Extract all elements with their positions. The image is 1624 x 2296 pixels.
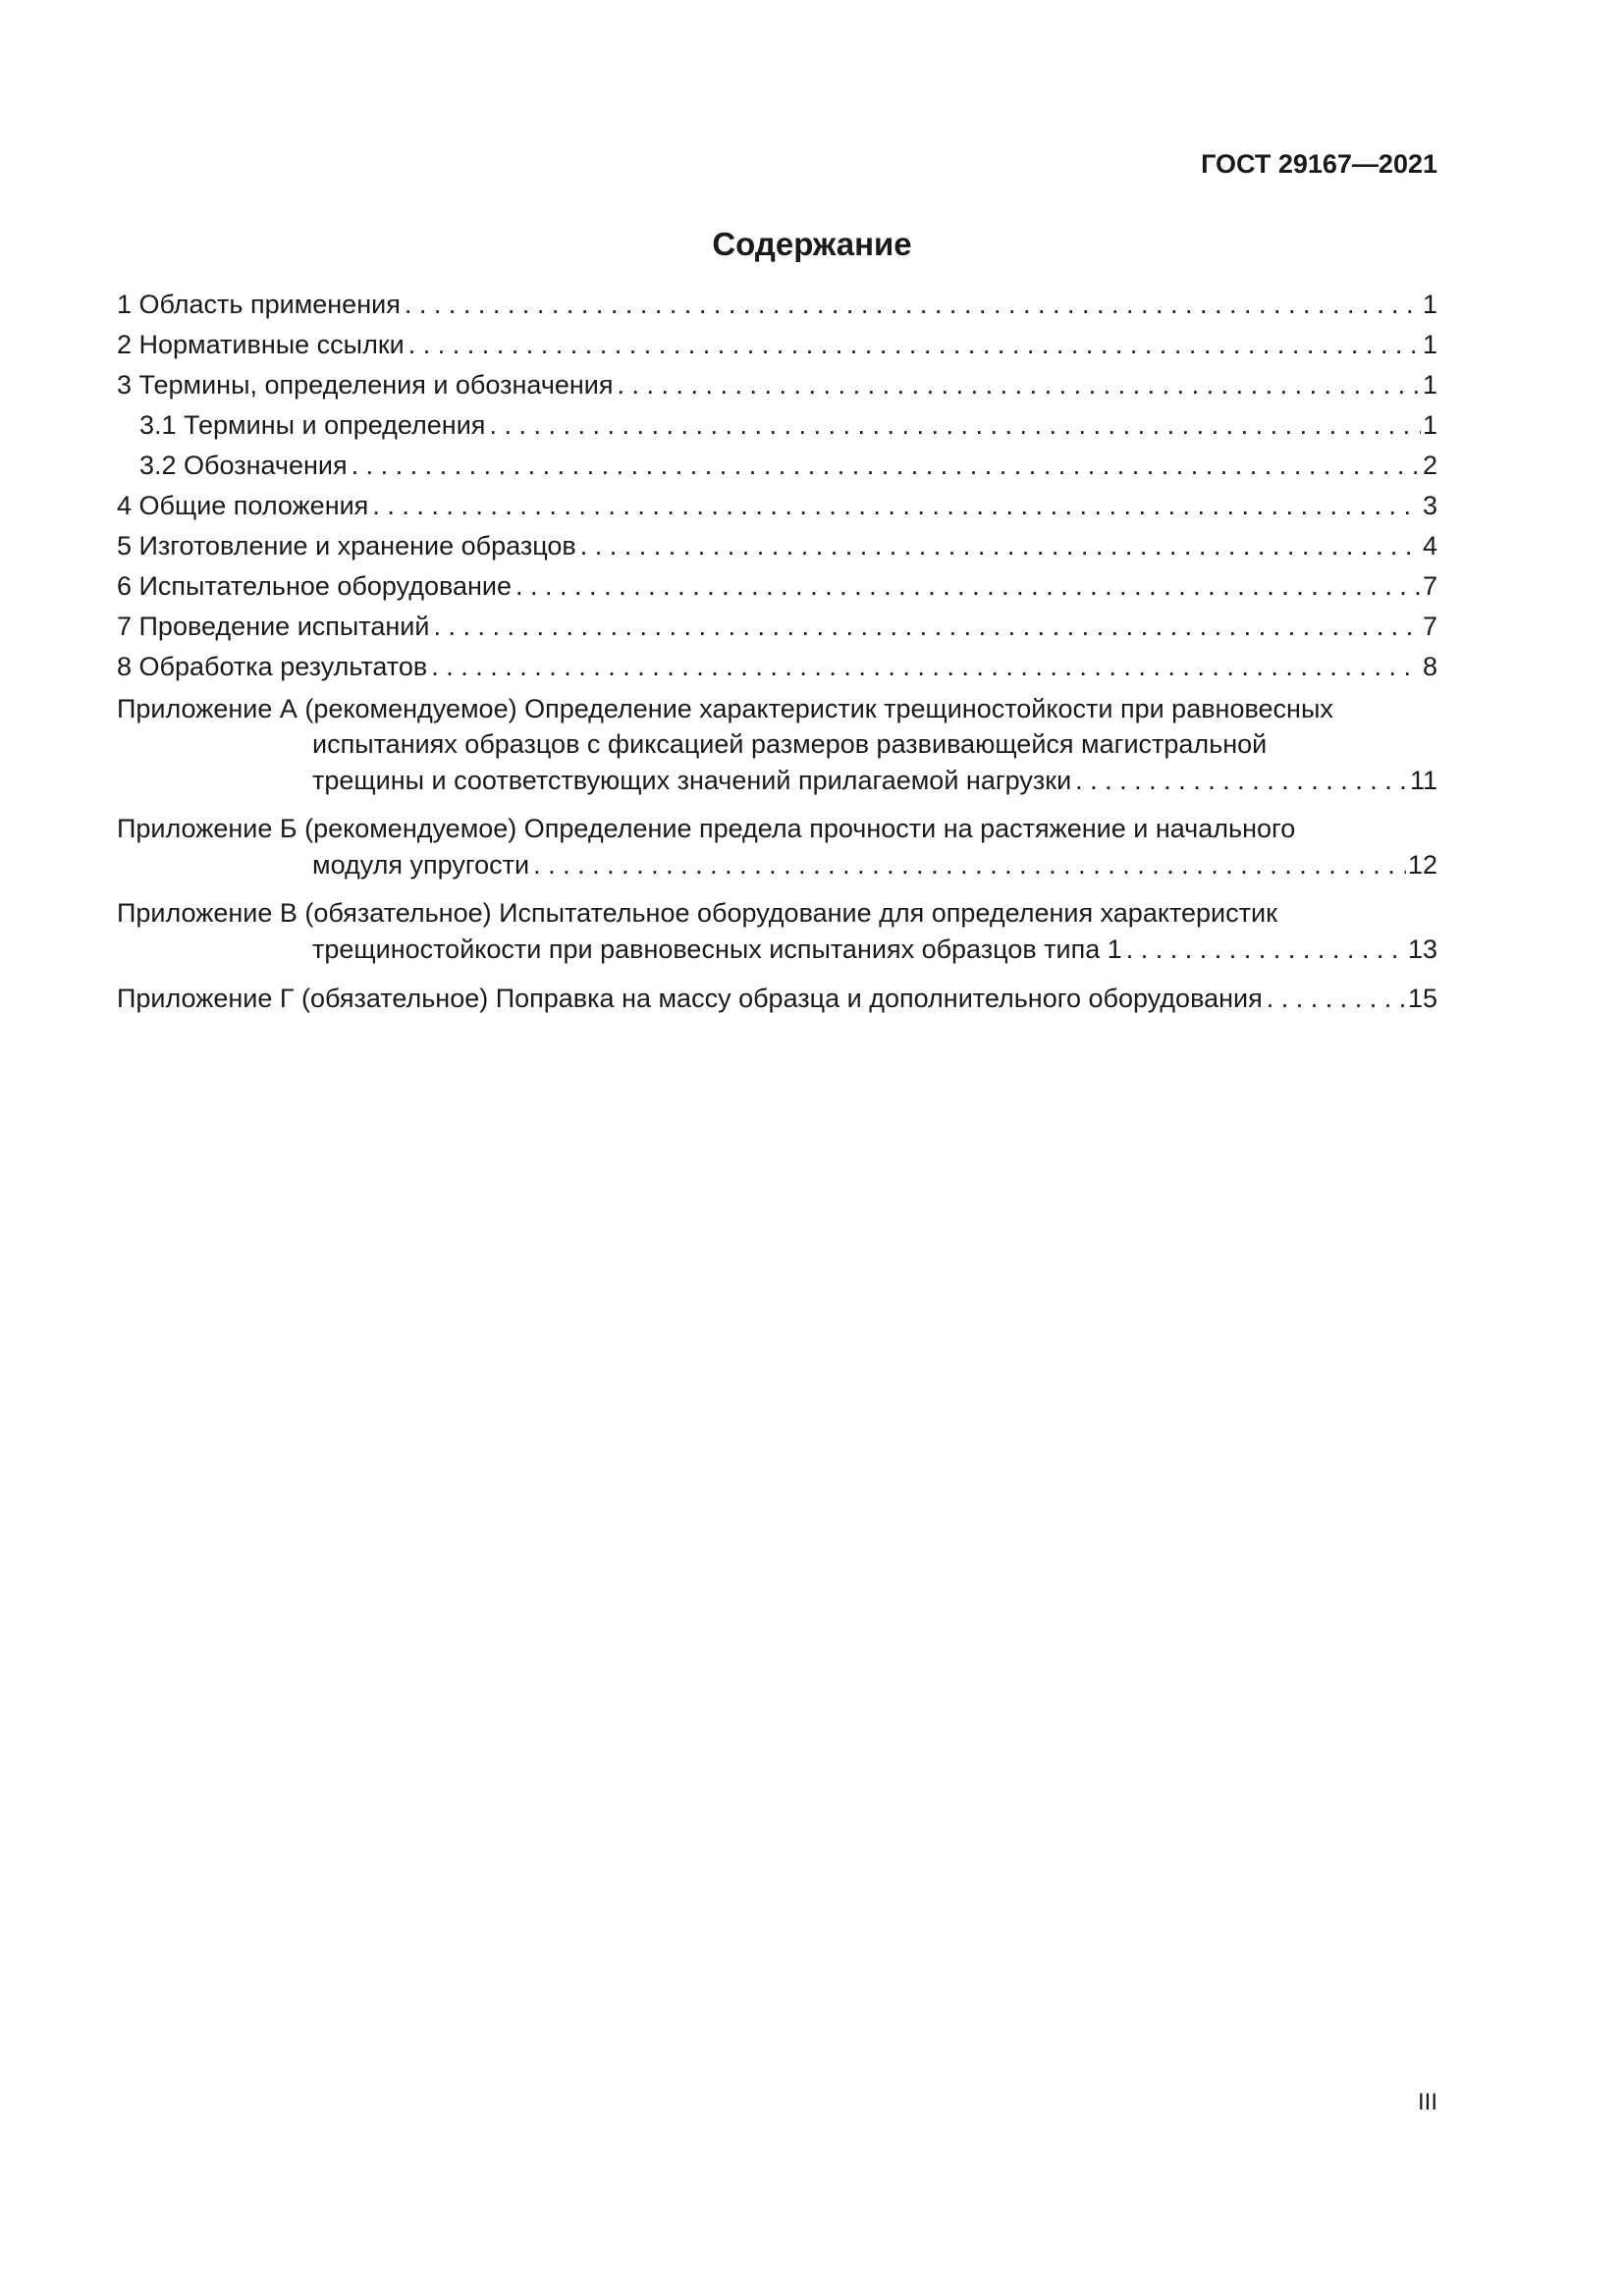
toc-leader-dots [618,367,1421,403]
toc-appendices [117,691,1437,1017]
toc-appendix[interactable] [117,811,1437,883]
toc-entry-page: 2 [1422,451,1437,480]
toc-entries [117,287,1437,689]
toc-leader-dots [1126,931,1406,968]
toc-entry-page: 1 [1422,330,1437,359]
toc-entry[interactable] [117,649,1437,689]
document-number: ГОСТ 29167—2021 [1201,149,1437,179]
toc-appendix[interactable] [117,895,1437,968]
toc-appendix-last-line [117,762,1437,799]
toc-entry-page: 3 [1422,491,1437,520]
table-of-contents [117,287,1437,1017]
toc-entry-label: 7 Проведение испытаний [117,612,430,641]
toc-leader-dots [372,488,1421,524]
toc-entry-page: 1 [1422,370,1437,400]
toc-appendix-page: 13 [1407,934,1437,964]
toc-leader-dots [405,287,1421,323]
toc-leader-dots [352,448,1421,484]
toc-entry[interactable] [117,367,1437,407]
toc-appendix-line: Приложение В (обязательное) Испытательное оборудование для определения характеристик [117,898,1277,928]
toc-entry-page: 1 [1422,410,1437,440]
toc-leader-dots [1267,980,1406,1017]
toc-leader-dots [433,609,1421,645]
toc-entry[interactable] [117,448,1437,488]
toc-entry[interactable] [117,568,1437,609]
toc-appendix-page: 12 [1407,850,1437,880]
toc-entry-page: 8 [1422,652,1437,681]
page-number: III [1417,2089,1437,2115]
toc-leader-dots [1075,762,1408,799]
toc-leader-dots [489,407,1421,444]
toc-appendix-line: Приложение Б (рекомендуемое) Определение предела прочности на растяжение и начального [117,814,1296,843]
toc-entry-page: 7 [1422,612,1437,641]
toc-entry-page: 7 [1422,571,1437,601]
toc-entry-page: 4 [1422,531,1437,561]
toc-entry[interactable] [117,528,1437,568]
toc-appendix[interactable] [117,691,1437,799]
toc-entry-label: 2 Нормативные ссылки [117,330,405,359]
toc-entry-label: 5 Изготовление и хранение образцов [117,531,576,561]
toc-leader-dots [431,649,1421,685]
toc-appendix-page: 15 [1407,984,1437,1013]
toc-appendix-line: трещиностойкости при равновесных испытаниях образцов типа 1 [312,934,1122,964]
toc-entry[interactable] [117,407,1437,448]
toc-entry[interactable] [117,488,1437,528]
toc-appendix-line: испытаниях образцов с фиксацией размеров развивающейся магистральной [312,729,1268,759]
toc-leader-dots [408,327,1421,363]
toc-appendix-line: модуля упругости [312,850,530,880]
toc-leader-dots [580,528,1421,564]
page-title: Содержание [712,226,912,262]
toc-entry-label: 8 Обработка результатов [117,652,428,681]
toc-entry-label: 3.1 Термины и определения [139,410,486,440]
toc-entry[interactable] [117,609,1437,649]
toc-appendix[interactable] [117,980,1437,1017]
toc-entry-label: 3.2 Обозначения [139,451,348,480]
toc-leader-dots [533,846,1406,883]
toc-appendix-page: 11 [1409,766,1437,795]
toc-appendix-last-line [117,846,1437,883]
toc-appendix-line: трещины и соответствующих значений прилагаемой нагрузки [312,766,1072,795]
toc-entry-label: 3 Термины, определения и обозначения [117,370,614,400]
toc-entry-label: 4 Общие положения [117,491,369,520]
toc-entry[interactable] [117,287,1437,327]
toc-entry-label: 6 Испытательное оборудование [117,571,513,601]
toc-entry-label: 1 Область применения [117,290,401,319]
toc-entry[interactable] [117,327,1437,367]
toc-leader-dots [515,568,1421,605]
toc-appendix-last-line [117,931,1437,968]
toc-appendix-line: Приложение Г (обязательное) Поправка на массу образца и дополнительного оборудования [117,984,1263,1013]
toc-entry-page: 1 [1422,290,1437,319]
toc-appendix-line: Приложение А (рекомендуемое) Определение характеристик трещиностойкости при равновесных [117,694,1333,723]
toc-appendix-last-line [117,980,1437,1017]
